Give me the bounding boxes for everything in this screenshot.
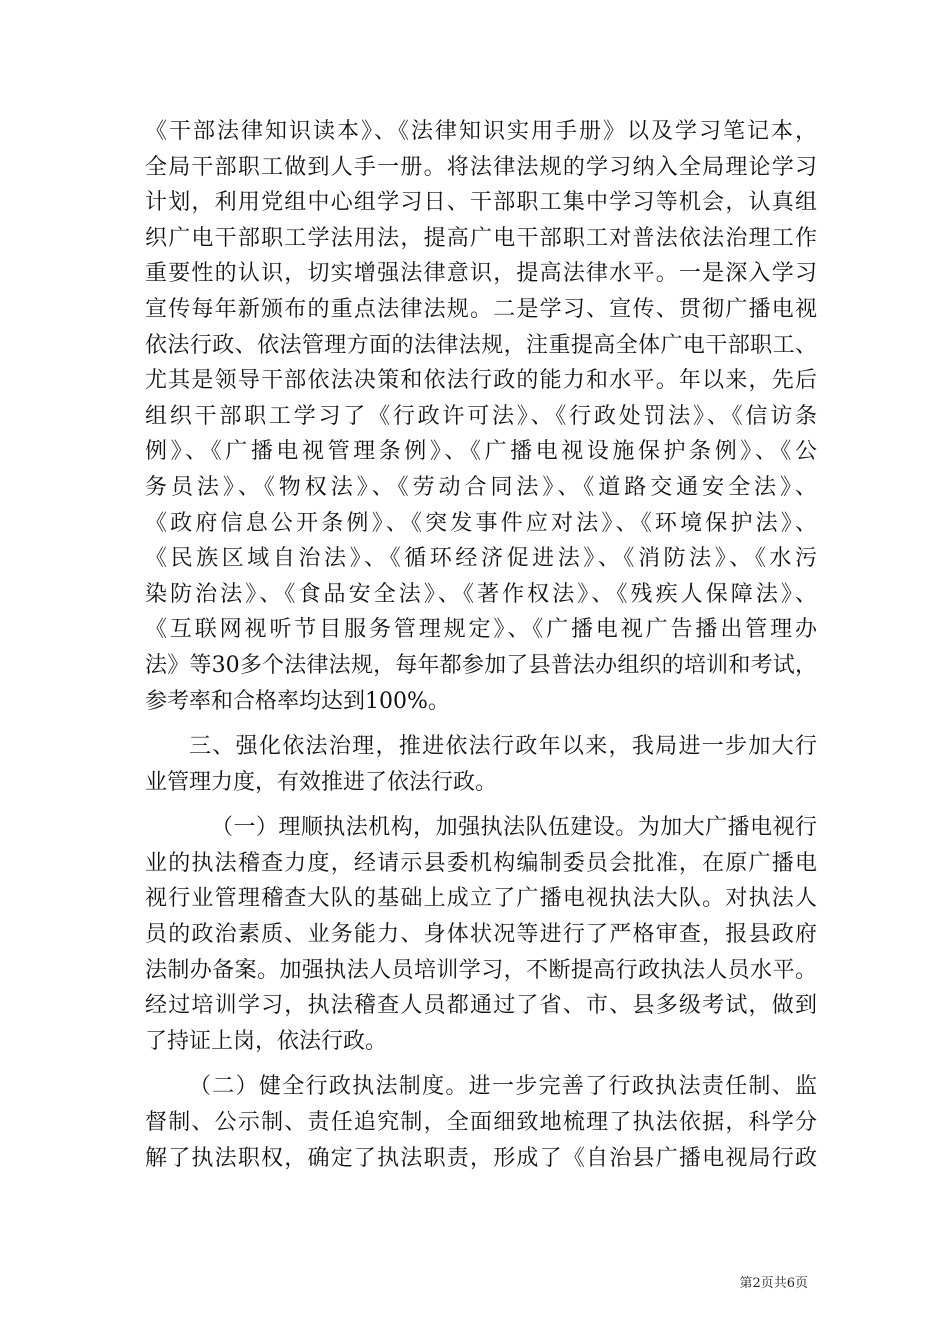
paragraph-spacer — [145, 719, 817, 729]
paragraph-spacer — [145, 800, 817, 810]
text-line: 督制、公示制、责任追究制，全面细致地梳理了执法依据，科学分 — [145, 1110, 817, 1136]
paragraph-enforcement-agency — [145, 810, 817, 1059]
text-line: 业管理力度，有效推进了依法行政。 — [145, 769, 498, 795]
paragraph-legal-study — [145, 114, 817, 719]
text-line: 织广电干部职工学法用法，提高广电干部职工对普法依法治理工作 — [145, 225, 817, 251]
text-line: 《政府信息公开条例》、《突发事件应对法》、《环境保护法》、 — [145, 510, 817, 536]
text-line: 《互联网视听节目服务管理规定》、《广播电视广告播出管理办 — [145, 617, 817, 643]
text-line: 重要性的认识，切实增强法律意识，提高法律水平。一是深入学习 — [145, 261, 817, 287]
paragraph-enforcement-system — [145, 1069, 817, 1176]
text-line: 《干部法律知识读本》、《法律知识实用手册》以及学习笔记本， — [145, 119, 817, 144]
text-line: 《民族区域自治法》、《循环经济促进法》、《消防法》、《水污 — [145, 546, 817, 572]
paragraph-spacer — [145, 1059, 817, 1069]
text-line: 解了执法职权，确定了执法职责，形成了《自治县广播电视局行政 — [145, 1145, 817, 1171]
text-line: （一）理顺执法机构，加强执法队伍建设。为加大广播电视行 — [211, 815, 817, 841]
text-line: 三、强化依法治理，推进依法行政年以来，我局进一步加大行 — [189, 734, 817, 760]
text-line: 参考率和合格率均达到100%。 — [145, 688, 450, 714]
text-line: 视行业管理稽查大队的基础上成立了广播电视执法大队。对执法人 — [145, 886, 817, 912]
text-line: 法制办备案。加强执法人员培训学习，不断提高行政执法人员水平。 — [145, 957, 817, 983]
text-line: （二）健全行政执法制度。进一步完善了行政执法责任制、监 — [189, 1074, 817, 1100]
text-line: 了持证上岗，依法行政。 — [145, 1028, 388, 1054]
page-number: 第2页共6页 — [739, 1276, 808, 1291]
text-line: 经过培训学习，执法稽查人员都通过了省、市、县多级考试，做到 — [145, 993, 817, 1019]
text-line: 例》、《广播电视管理条例》、《广播电视设施保护条例》、《公 — [145, 439, 817, 465]
text-line: 务员法》、《物权法》、《劳动合同法》、《道路交通安全法》、 — [145, 474, 817, 500]
text-line: 尤其是领导干部依法决策和依法行政的能力和水平。年以来，先后 — [145, 368, 817, 394]
text-line: 业的执法稽查力度，经请示县委机构编制委员会批准，在原广播电 — [145, 850, 817, 876]
text-line: 宣传每年新颁布的重点法律法规。二是学习、宣传、贯彻广播电视 — [145, 296, 817, 322]
text-line: 依法行政、依法管理方面的法律法规，注重提高全体广电干部职工、 — [145, 332, 817, 358]
text-line: 染防治法》、《食品安全法》、《著作权法》、《残疾人保障法》、 — [145, 581, 817, 607]
text-line: 计划，利用党组中心组学习日、干部职工集中学习等机会，认真组 — [145, 190, 817, 216]
text-line: 法》等30多个法律法规，每年都参加了县普法办组织的培训和考试， — [145, 652, 817, 678]
paragraph-section-three — [145, 729, 817, 800]
text-line: 员的政治素质、业务能力、身体状况等进行了严格审查，报县政府 — [145, 922, 817, 948]
text-line: 全局干部职工做到人手一册。将法律法规的学习纳入全局理论学习 — [145, 154, 817, 180]
document-body — [145, 114, 817, 1176]
text-line: 组织干部职工学习了《行政许可法》、《行政处罚法》、《信访条 — [145, 403, 817, 429]
